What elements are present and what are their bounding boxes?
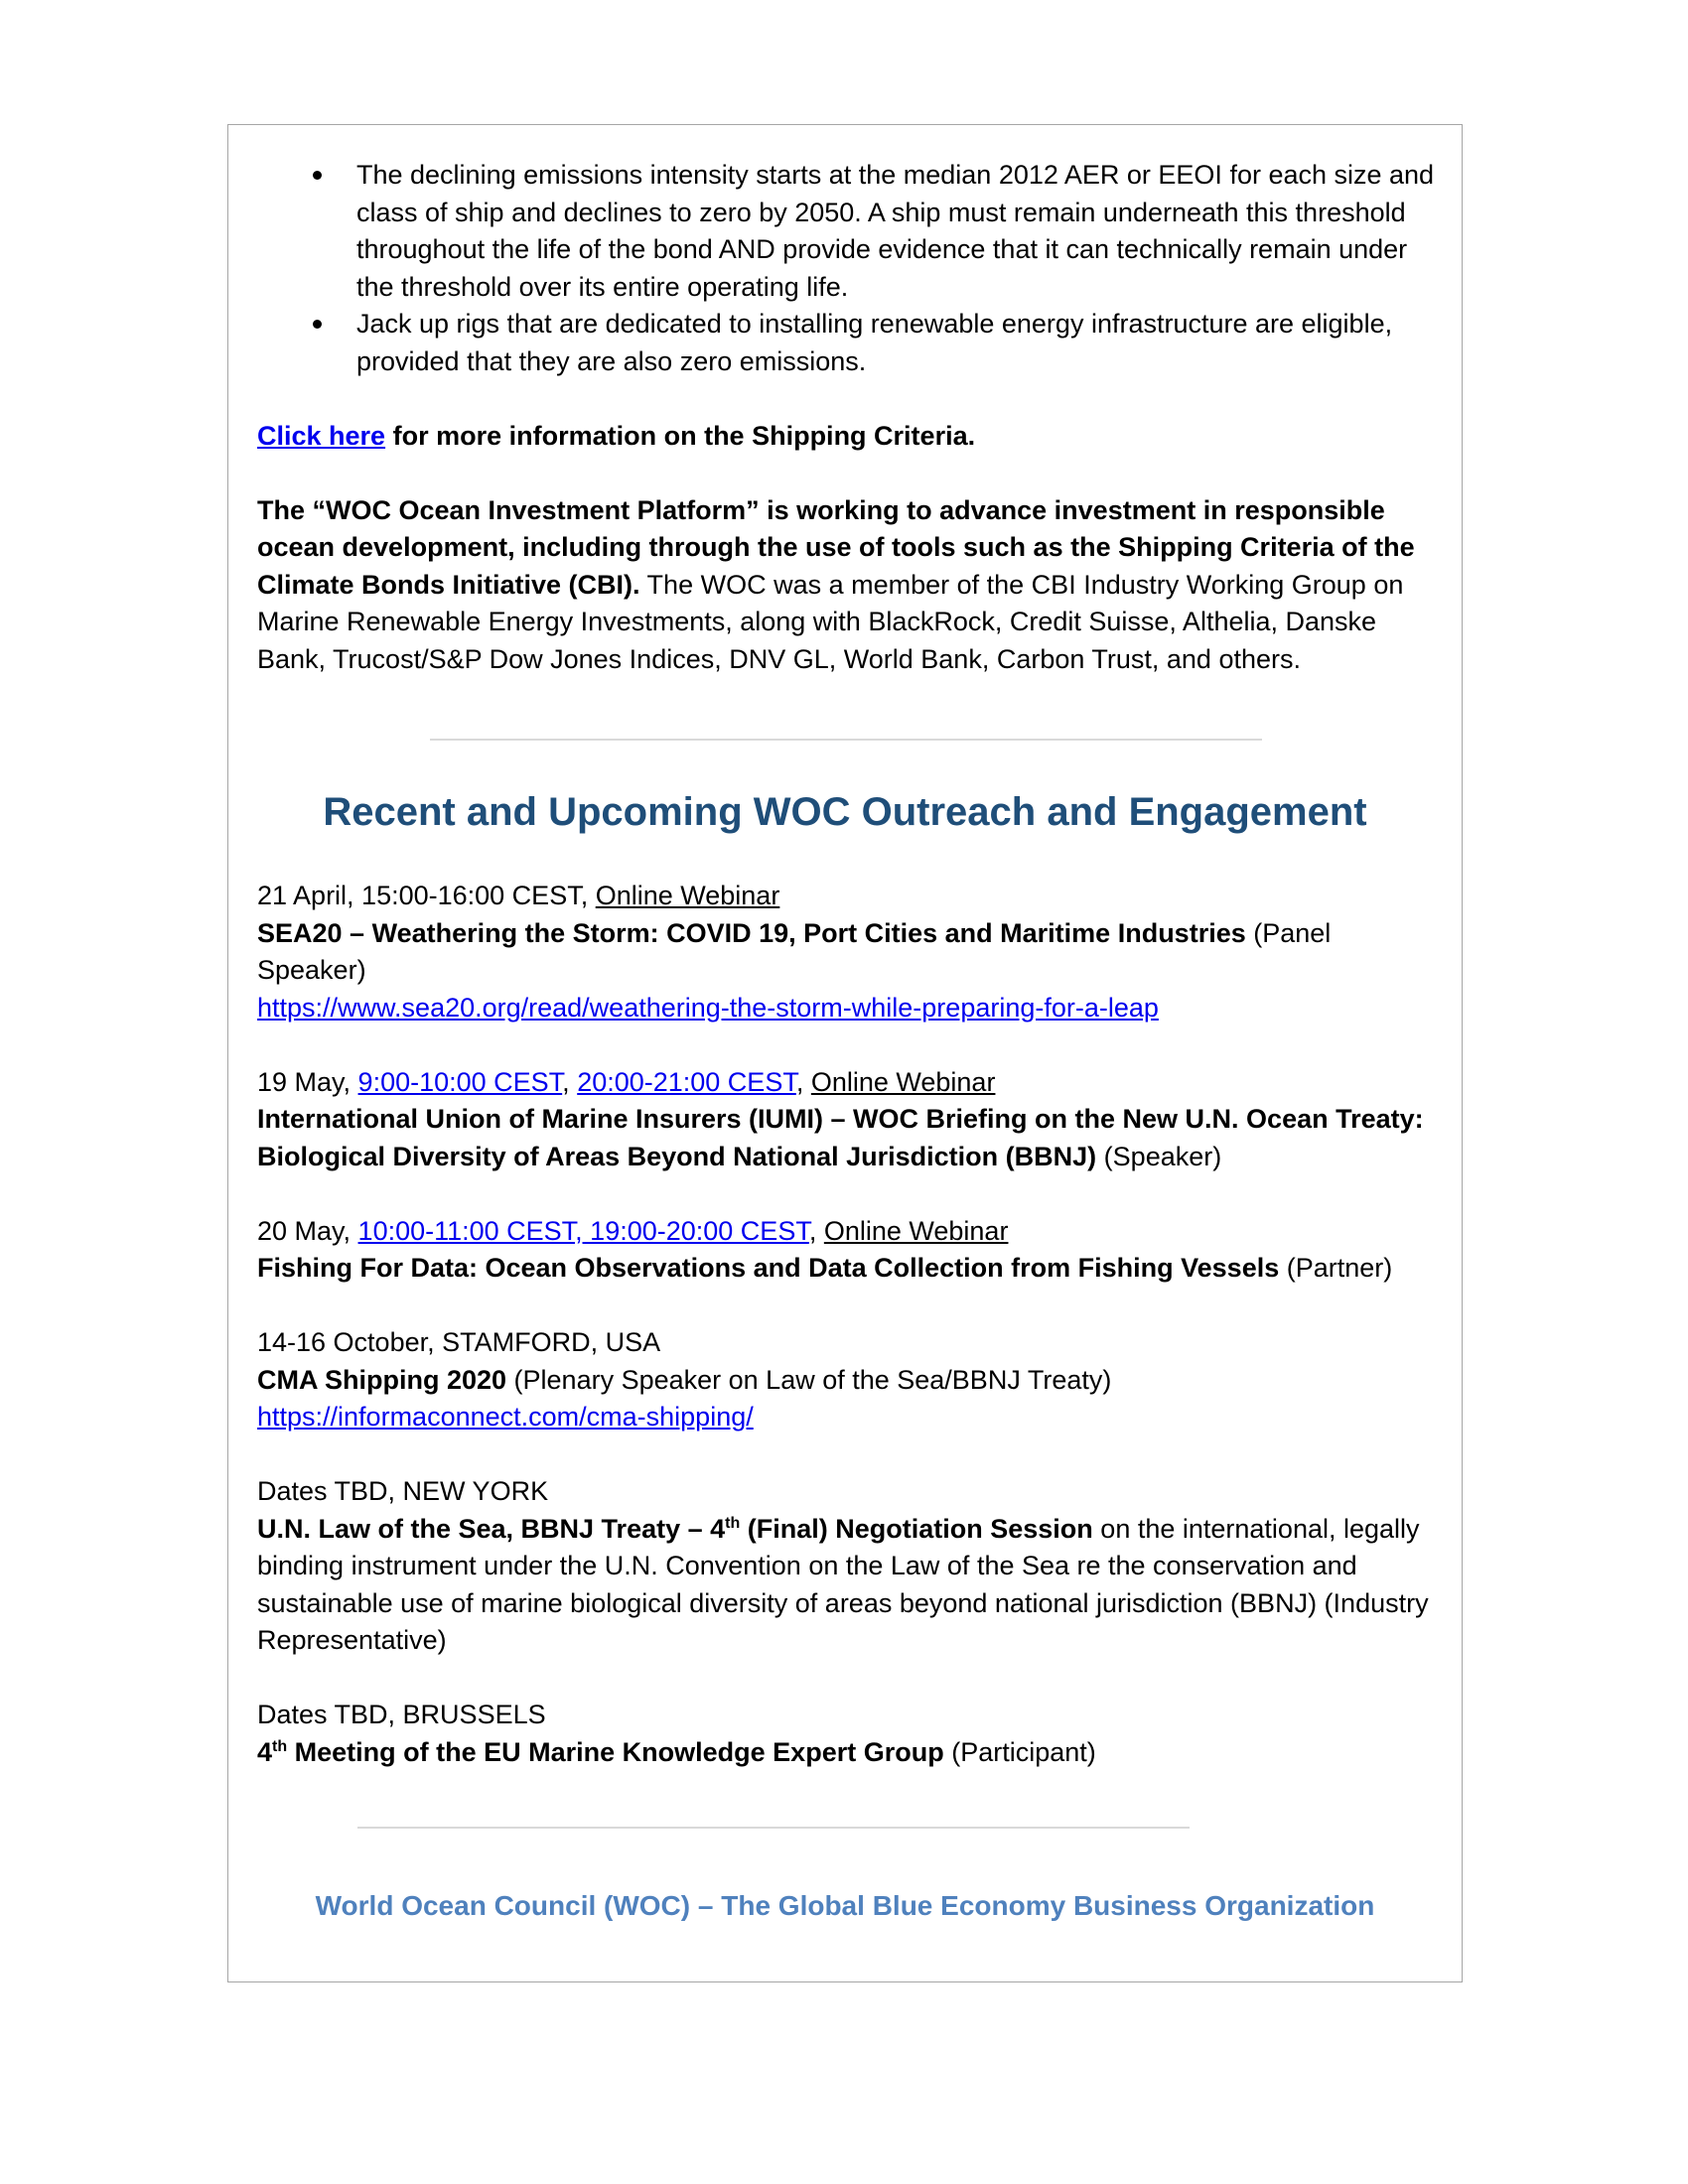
event-format: Online Webinar xyxy=(810,1066,996,1097)
events-list xyxy=(257,878,1439,1809)
event-title-part: Meeting of the EU Marine Knowledge Expert Group xyxy=(287,1736,944,1767)
ordinal-suffix: th xyxy=(272,1737,288,1755)
event-date: 21 April, 15:00-16:00 CEST, xyxy=(257,881,596,910)
event-item xyxy=(257,1473,1439,1660)
event-item xyxy=(257,878,1439,1026)
event-title: CMA Shipping 2020 xyxy=(257,1364,507,1395)
event-title-part: 4 xyxy=(257,1736,273,1767)
click-here-text: for more information on the Shipping Criteria. xyxy=(385,420,976,451)
event-format: Online Webinar xyxy=(595,881,780,910)
event-format: Online Webinar xyxy=(823,1215,1009,1246)
click-here-paragraph xyxy=(257,418,1439,456)
event-role: (Speaker) xyxy=(1096,1141,1222,1171)
event-title-part: U.N. Law of the Sea, BBNJ Treaty – 4 xyxy=(257,1513,726,1544)
separator: , xyxy=(808,1215,824,1246)
event-title: International Union of Marine Insurers (IUMI) – WOC Briefing on the New U.N. Ocean Treaty: Biological Diversity of Areas Beyond National Jurisdiction (BBNJ) xyxy=(257,1104,1424,1171)
event-item xyxy=(257,1064,1439,1176)
event-date: 14-16 October, STAMFORD, USA xyxy=(257,1327,661,1357)
separator: , xyxy=(562,1066,578,1097)
event-date: Dates TBD, BRUSSELS xyxy=(257,1700,546,1729)
event-item xyxy=(257,1213,1439,1288)
event-title: SEA20 – Weathering the Storm: COVID 19, Port Cities and Maritime Industries xyxy=(257,917,1246,948)
list-item-text: The declining emissions intensity starts at the median 2012 AER or EEOI for each size and class of ship and declines to zero by 2050. A ship must remain underneath this threshold throughout the life of the bond AND provide evidence that it can technically remain under the threshold over its entire operating life. xyxy=(356,160,1435,302)
platform-paragraph xyxy=(257,492,1439,679)
event-link[interactable]: https://www.sea20.org/read/weathering-the-storm-while-preparing-for-a-leap xyxy=(257,992,1159,1023)
bullet-icon xyxy=(313,171,322,180)
platform-text: The WOC was a member of the CBI Industry Working Group on Marine Renewable Energy Investments, along with BlackRock, Credit Suisse, Althelia, Danske Bank, Trucost/S&P Dow Jones Indices, DNV GL, World Bank, Carbon Trust, and others. xyxy=(257,569,1404,674)
bullet-icon xyxy=(313,320,322,329)
event-time-link[interactable]: 10:00-11:00 CEST, 19:00-20:00 CEST xyxy=(357,1215,809,1246)
event-time-link[interactable]: 9:00-10:00 CEST xyxy=(357,1066,563,1097)
list-item xyxy=(257,157,1439,306)
divider xyxy=(357,1827,1190,1829)
list-item-text: Jack up rigs that are dedicated to installing renewable energy infrastructure are eligible, provided that they are also zero emissions. xyxy=(356,309,1393,376)
footer-tagline: World Ocean Council (WOC) – The Global Blue Economy Business Organization xyxy=(315,1890,1375,1921)
event-description: on the international, legally binding instrument under the U.N. Convention on the Law of the Sea re the conservation and sustainable use of marine biological diversity of areas beyond national jurisdiction (BBNJ) (Industry Representative) xyxy=(257,1513,1429,1655)
platform-bold-text: The “WOC Ocean Investment Platform” is working to advance investment in responsible ocean development, including through the use of tools such as the Shipping Criteria of the Climate Bonds Initiative (CBI). xyxy=(257,494,1415,600)
event-title xyxy=(257,1737,944,1767)
event-time-link[interactable]: 20:00-21:00 CEST xyxy=(577,1066,796,1097)
list-item xyxy=(257,306,1439,380)
event-link[interactable]: https://informaconnect.com/cma-shipping/ xyxy=(257,1402,754,1432)
section-heading: Recent and Upcoming WOC Outreach and Engagement xyxy=(323,790,1367,834)
event-item xyxy=(257,1324,1439,1436)
event-date: 19 May, xyxy=(257,1066,358,1097)
separator: , xyxy=(795,1066,811,1097)
event-role: (Participant) xyxy=(943,1736,1096,1767)
event-item xyxy=(257,1697,1439,1771)
event-role: (Partner) xyxy=(1279,1253,1393,1283)
intro-section xyxy=(257,157,1439,678)
event-title xyxy=(257,1514,1093,1544)
event-date: Dates TBD, NEW YORK xyxy=(257,1476,549,1506)
ordinal-suffix: th xyxy=(725,1514,741,1532)
event-role: (Panel Speaker) xyxy=(257,917,1332,985)
divider xyxy=(430,739,1262,741)
event-date: 20 May, xyxy=(257,1215,358,1246)
criteria-list xyxy=(257,157,1439,380)
event-title: Fishing For Data: Ocean Observations and Data Collection from Fishing Vessels xyxy=(257,1253,1280,1283)
click-here-link[interactable]: Click here xyxy=(257,420,386,451)
event-role: (Plenary Speaker on Law of the Sea/BBNJ Treaty) xyxy=(506,1364,1112,1395)
event-title-part: (Final) Negotiation Session xyxy=(740,1513,1093,1544)
